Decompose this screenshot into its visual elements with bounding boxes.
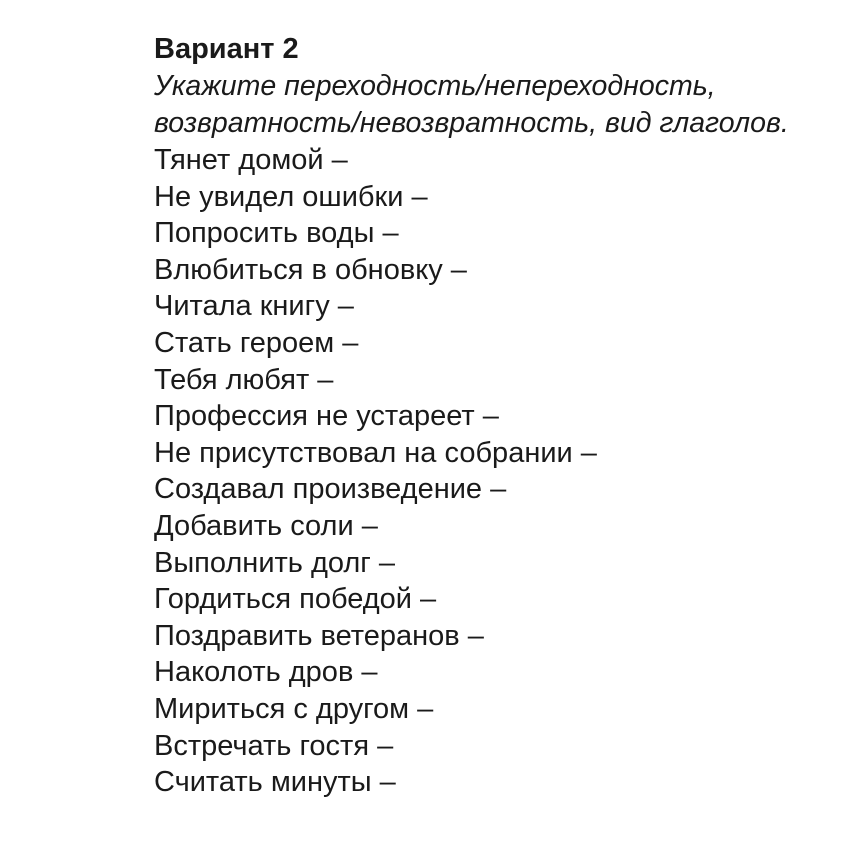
list-item: Выполнить долг – bbox=[154, 546, 396, 579]
list-item: Гордиться победой – bbox=[154, 583, 437, 616]
task-instruction bbox=[154, 68, 854, 142]
list-item: Не увидел ошибки – bbox=[154, 180, 428, 213]
instruction-line: возвратность/невозвратность, вид глаголов. bbox=[154, 107, 789, 139]
worksheet bbox=[154, 31, 854, 801]
list-item: Стать героем – bbox=[154, 326, 359, 359]
list-item: Читала книгу – bbox=[154, 290, 354, 323]
list-item: Наколоть дров – bbox=[154, 656, 378, 689]
instruction-line: Укажите переходность/непереходность, bbox=[154, 70, 716, 102]
verb-phrase-list bbox=[154, 142, 854, 801]
list-item: Тянет домой – bbox=[154, 144, 348, 176]
list-item: Влюбиться в обновку – bbox=[154, 253, 467, 286]
list-item: Создавал произведение – bbox=[154, 473, 507, 506]
list-item: Попросить воды – bbox=[154, 217, 399, 250]
list-item: Поздравить ветеранов – bbox=[154, 619, 484, 652]
list-item: Тебя любят – bbox=[154, 363, 334, 396]
list-item: Считать минуты – bbox=[154, 766, 396, 799]
list-item: Встречать гостя – bbox=[154, 729, 394, 762]
list-item: Не присутствовал на собрании – bbox=[154, 436, 597, 469]
worksheet-title: Вариант 2 bbox=[154, 33, 299, 65]
list-item: Мириться с другом – bbox=[154, 692, 434, 725]
list-item: Добавить соли – bbox=[154, 509, 378, 542]
list-item: Профессия не устареет – bbox=[154, 400, 499, 433]
